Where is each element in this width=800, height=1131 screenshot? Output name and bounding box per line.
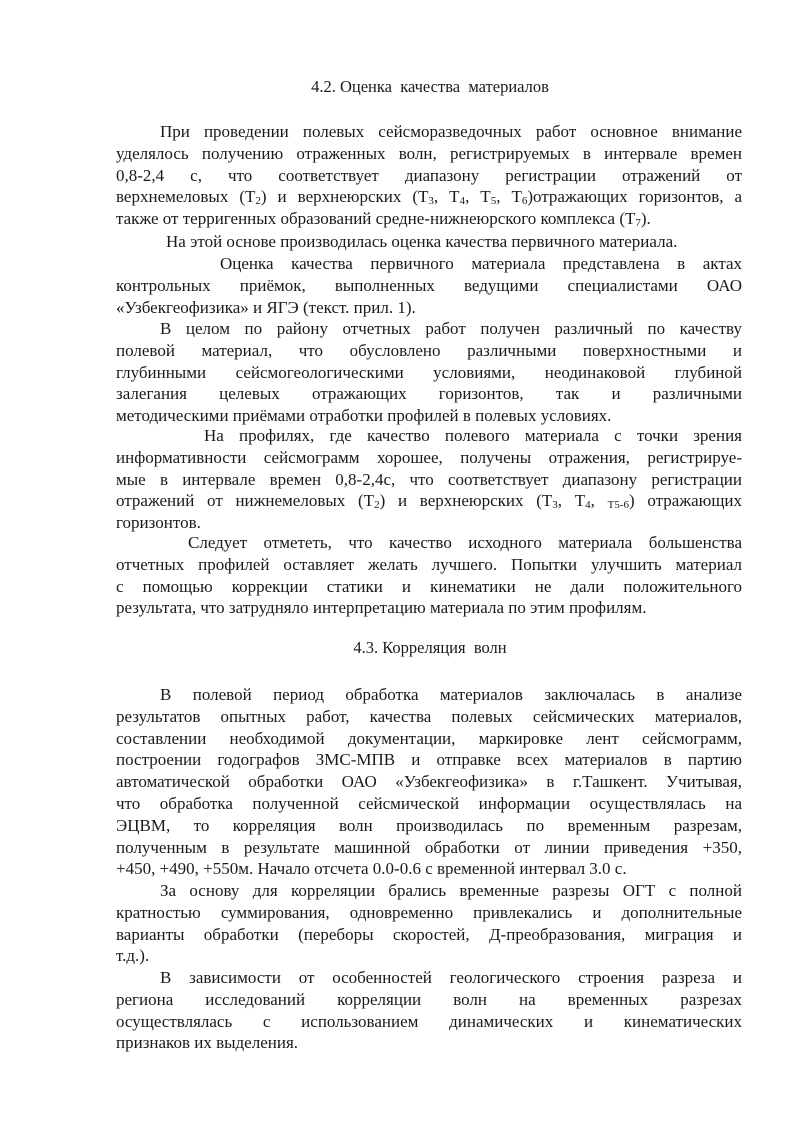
text-line: отражений от нижнемеловых $(Т_2)$ и верхнеюрских ($Т_3$, $Т_4$, $_{Т5-6}$) отражающих	[116, 491, 743, 512]
text-line: верхнемеловых $(Т_2)$ и верхнеюрских ($Т_3$, $Т_4$, $Т_5$, $Т_6)отражающих$ горизонтов, а	[116, 187, 743, 208]
paragraph	[116, 684, 742, 880]
paragraph	[116, 231, 742, 253]
paragraph	[116, 425, 742, 534]
paragraph	[116, 121, 742, 230]
text-line: При проведении полевых сейсморазведочных работ основное внимание	[160, 122, 742, 141]
text-line: составлении необходимой документации, маркировке лент сейсмограмм,	[116, 728, 742, 748]
section-heading-4-3: 4.3. Корреляция волн	[353, 638, 507, 657]
text-line: автоматической обработки ОАО «Узбекгеофизика» в г.Ташкент. Учитывая,	[116, 772, 742, 792]
paragraph	[116, 880, 742, 967]
text-line: Оценка качества первичного материала представлена в актах	[220, 254, 742, 273]
text-line: осуществлялась с использованием динамических и кинематических	[116, 1011, 742, 1031]
text-line: В полевой период обработка материалов заключалась в анализе	[160, 685, 742, 704]
text-line: также от терригенных образований средне-нижнеюрского комплекса $(Т_7)$.	[116, 209, 651, 230]
text-line: с помощью коррекции статики и кинематики не дали положительного	[116, 576, 742, 596]
paragraph	[116, 318, 742, 427]
text-line: региона исследований корреляции волн на временных разрезах	[116, 989, 742, 1009]
text-line: построении годографов ЗМС-МПВ и отправке всех материалов в партию	[116, 750, 742, 770]
text-line: отчетных профилей оставляет желать лучшего. Попытки улучшить материал	[116, 554, 742, 574]
text-line: полученным в результате машинной обработки от линии приведения +350,	[116, 837, 742, 857]
text-line: горизонтов.	[116, 513, 201, 533]
text-line: методическими приёмами отработки профилей в полевых условиях.	[116, 406, 612, 426]
paragraph	[116, 253, 742, 318]
text-line: «Узбекгеофизика» и ЯГЭ (текст. прил. 1).	[116, 297, 416, 317]
text-line: мые в интервале времен 0,8-2,4с, что соответствует диапазону регистрации	[116, 469, 742, 489]
text-line: результатов опытных работ, качества полевых сейсмических материалов,	[116, 706, 742, 726]
text-line: Следует отмететь, что качество исходного материала большенства	[188, 533, 742, 552]
text-line: варианты обработки (переборы скоростей, Д-преобразования, миграция и	[116, 924, 742, 944]
paragraph	[116, 532, 742, 619]
text-line: В зависимости от особенностей геологического строения разреза и	[160, 968, 742, 987]
text-line: На этой основе производилась оценка качества первичного материала.	[166, 232, 678, 251]
text-line: В целом по району отчетных работ получен различный по качеству	[160, 319, 742, 338]
text-line: информативности сейсмограмм хорошее, получены отражения, регистрируе-	[116, 447, 742, 467]
text-line: ЭЦВМ, то корреляция волн производилась по временным разрезам,	[116, 815, 742, 835]
text-line: залегания целевых отражающих горизонтов, так и различными	[116, 384, 742, 404]
text-line: 0,8-2,4 с, что соответствует диапазону регистрации отражений от	[116, 165, 742, 185]
text-line: За основу для корреляции брались временные разрезы ОГТ с полной	[160, 881, 742, 900]
text-line: т.д.).	[116, 946, 150, 966]
text-line: результата, что затрудняло интерпретацию материала по этим профилям.	[116, 598, 647, 618]
text-line: +450, +490, +550м. Начало отсчета 0.0-0.6 с временной интервал 3.0 с.	[116, 859, 627, 879]
paragraph	[116, 967, 742, 1054]
text-line: уделялось получению отраженных волн, регистрируемых в интервале времен	[116, 143, 742, 163]
text-line: признаков их выделения.	[116, 1033, 299, 1053]
section-heading-4-2: 4.2. Оценка качества материалов	[311, 77, 549, 96]
text-line: контрольных приёмок, выполненных ведущими специалистами ОАО	[116, 275, 742, 295]
text-line: что обработка полученной сейсмической информации осуществлялась на	[116, 793, 742, 813]
text-line: На профилях, где качество полевого материала с точки зрения	[204, 426, 742, 445]
text-line: полевой материал, что обусловлено различными поверхностными и	[116, 340, 742, 360]
text-line: глубинными сейсмогеологическими условиями, неодинаковой глубиной	[116, 362, 742, 382]
text-line: кратностью суммирования, одновременно привлекались и дополнительные	[116, 902, 742, 922]
